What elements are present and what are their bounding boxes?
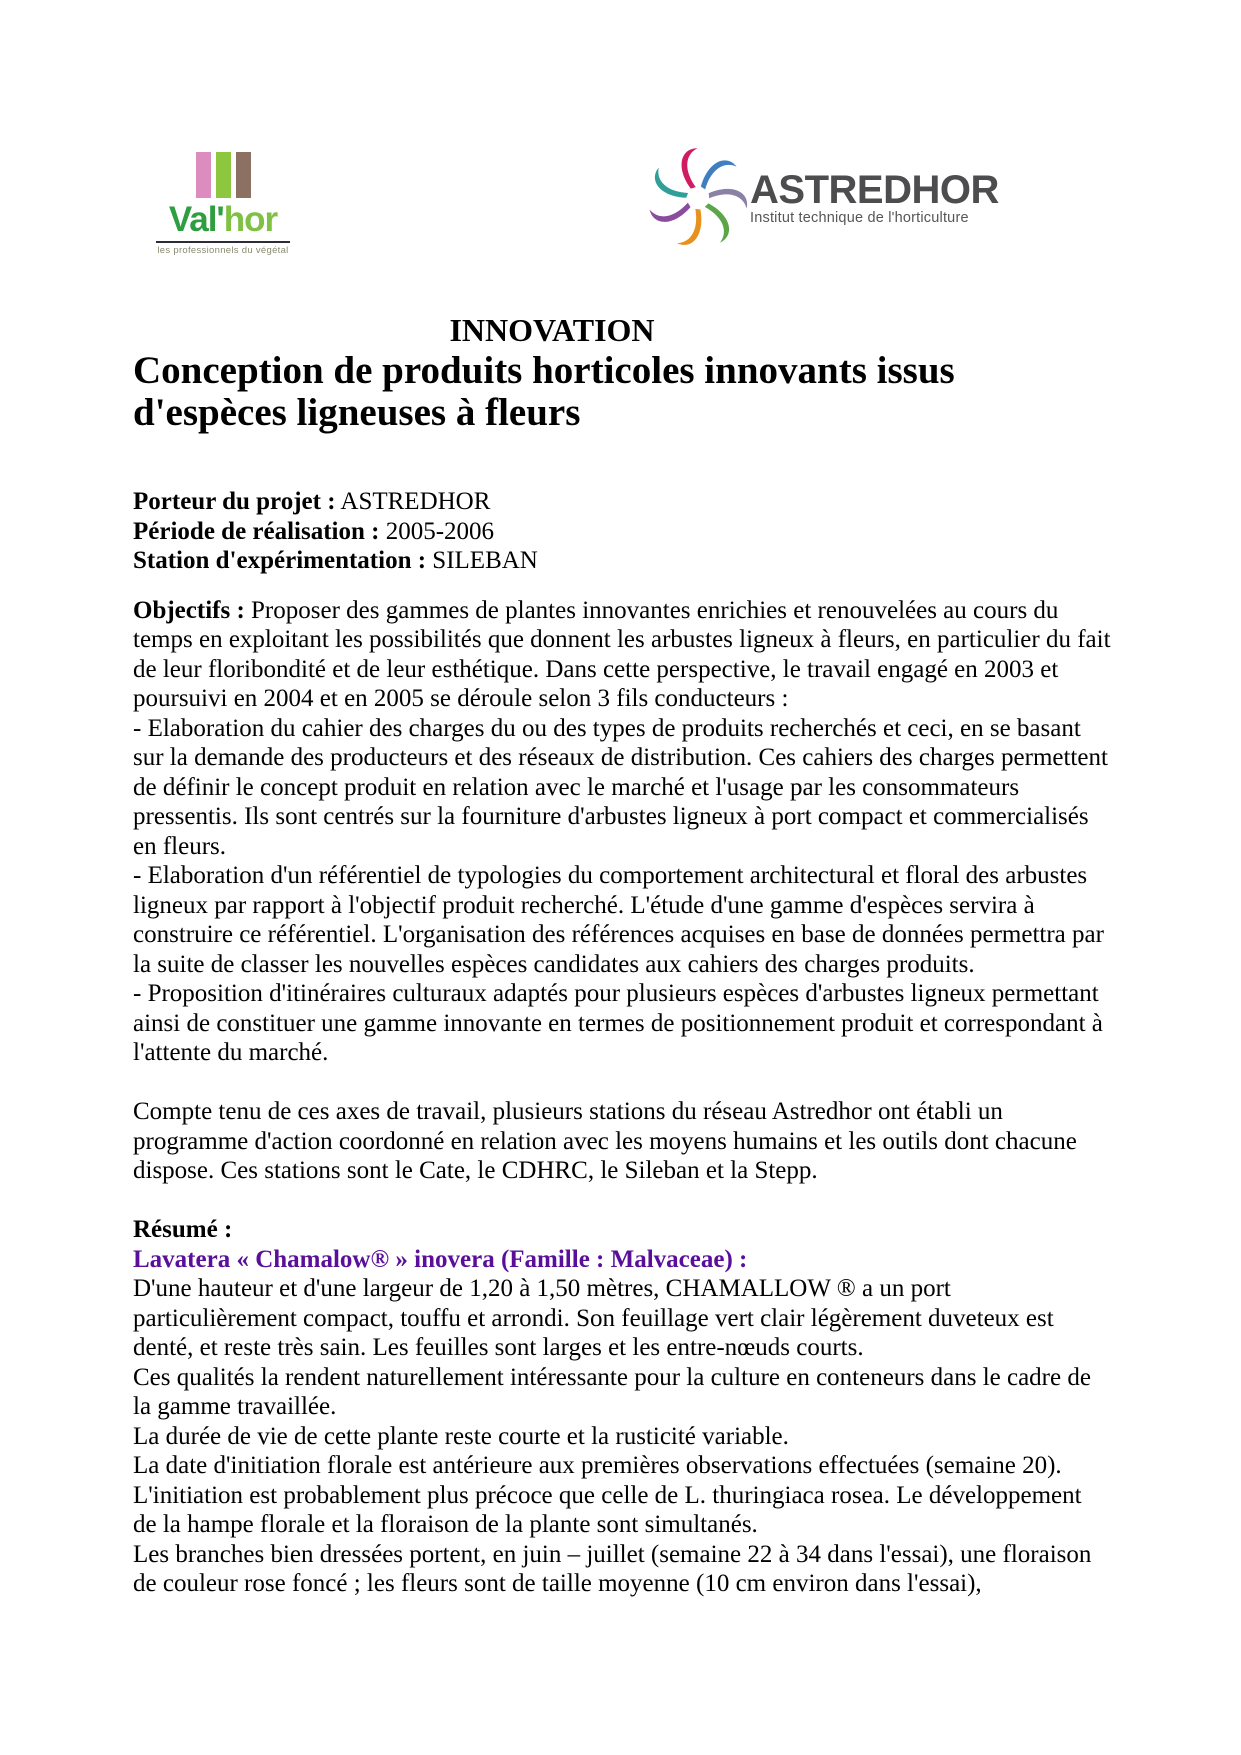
astredhor-logo (648, 148, 999, 248)
document-body (133, 312, 1111, 1599)
resume-label: Résumé : (133, 1216, 233, 1243)
astredhor-petal (667, 207, 712, 248)
meta-periode-label: Période de réalisation : (133, 517, 380, 545)
resume-subheading: Lavatera « Chamalow® » inovera (Famille : Malvaceae) : (133, 1245, 748, 1273)
astredhor-petal (701, 160, 737, 189)
meta-porteur (133, 487, 1111, 517)
objectifs-intro-text: Proposer des gammes de plantes innovantes enrichies et renouvelées au cours du temps en exploitant les possibilités que donnent les arbustes ligneux à fleurs, en particulier du fait de leur floribondité et de leur esthétique. Dans cette perspective, le travail engagé en 2003 et poursuivi en 2004 et en 2005 se déroule selon 3 fils conducteurs : (133, 596, 1111, 712)
valhor-logo-bars (156, 152, 290, 198)
meta-station (133, 546, 1111, 576)
resume-paragraph: La durée de vie de cette plante reste courte et la rusticité variable. (133, 1422, 789, 1450)
astredhor-petal (698, 203, 734, 244)
astredhor-logo-text (750, 167, 999, 227)
objectifs-item: - Proposition d'itinéraires culturaux adaptés pour plusieurs espèces d'arbustes ligneux permettant ainsi de constituer une gamme innovante en termes de positionnement produit et correspondant à l'attente du marché. (133, 980, 1103, 1066)
valhor-logo (156, 152, 290, 256)
resume-paragraph: La date d'initiation florale est antérieure aux premières observations effectuées (semaine 20). (133, 1452, 1062, 1479)
valhor-bar-green (216, 152, 231, 198)
page-title: Conception de produits horticoles innovants issus d'espèces ligneuses à fleurs (133, 349, 955, 434)
meta-porteur-value: ASTREDHOR (340, 488, 491, 515)
meta-porteur-label: Porteur du projet : (133, 488, 336, 515)
valhor-bar-brown (236, 152, 251, 198)
resume-paragraph: D'une hauteur et d'une largeur de 1,20 à 1,50 mètres, CHAMALLOW ® a un port particulièrement compact, touffu et arrondi. Son feuillage vert clair légèrement duveteux est denté, et reste très sain. Les feuilles sont larges et les entre-nœuds courts. (133, 1275, 1054, 1361)
valhor-wordmark (156, 202, 290, 238)
valhor-logo-tagline: les professionnels du végétal (157, 245, 289, 256)
meta-periode (133, 517, 1111, 547)
project-meta (133, 487, 1111, 576)
valhor-logo-rule (156, 241, 290, 243)
valhor-wordmark-hor: hor (223, 200, 278, 239)
astredhor-petal (670, 148, 715, 190)
resume-paragraph: Les branches bien dressées portent, en juin – juillet (semaine 22 à 34 dans l'essai), une floraison de couleur rose foncé ; les fleurs sont de taille moyenne (10 cm environ dans l'essai), (133, 1540, 1092, 1597)
objectifs-followup: Compte tenu de ces axes de travail, plusieurs stations du réseau Astredhor ont établi un programme d'action coordonné en relation avec les moyens humains et les outils dont chacune dispose. Ces stations sont le Cate, le CDHRC, le Sileban et la Stepp. (133, 1098, 1077, 1184)
resume-section (133, 1215, 1111, 1599)
objectifs-label: Objectifs : (133, 596, 245, 624)
astredhor-petal (706, 177, 748, 223)
resume-paragraph: Ces qualités la rendent naturellement intéressante pour la culture en conteneurs dans le cadre de la gamme travaillée. (133, 1363, 1091, 1420)
objectifs-paragraph (133, 596, 1111, 714)
astredhor-wordmark: ASTREDHOR (750, 167, 999, 212)
meta-station-label: Station d'expérimentation : (133, 547, 427, 574)
valhor-wordmark-val: Val' (168, 200, 224, 239)
meta-station-value: SILEBAN (432, 547, 538, 574)
section-kicker: INNOVATION (449, 312, 655, 348)
astredhor-flower-icon (648, 148, 748, 248)
valhor-bar-pink (196, 152, 211, 198)
astredhor-logo-tagline: Institut technique de l'horticulture (750, 209, 969, 226)
meta-periode-value: 2005-2006 (385, 517, 495, 545)
resume-paragraph: L'initiation est probablement plus précoce que celle de L. thuringiaca rosea. Le développement de la hampe florale et la floraison de la plante sont simultanés. (133, 1481, 1082, 1538)
objectifs-item: - Elaboration d'un référentiel de typologies du comportement architectural et floral des arbustes ligneux par rapport à l'objectif produit recherché. L'étude d'une gamme d'espèces servira à construire ce référentiel. L'organisation des références acquises en base de données permettra par la suite de classer les nouvelles espèces candidates aux cahiers des charges produits. (133, 862, 1104, 978)
objectifs-item: - Elaboration du cahier des charges du ou des types de produits recherchés et ceci, en se basant sur la demande des producteurs et des réseaux de distribution. Ces cahiers des charges permettent de définir le concept produit en relation avec le marché et l'usage par les consommateurs pressentis. Ils sont centrés sur la fourniture d'arbustes ligneux à port compact et commercialisés en fleurs. (133, 714, 1108, 860)
